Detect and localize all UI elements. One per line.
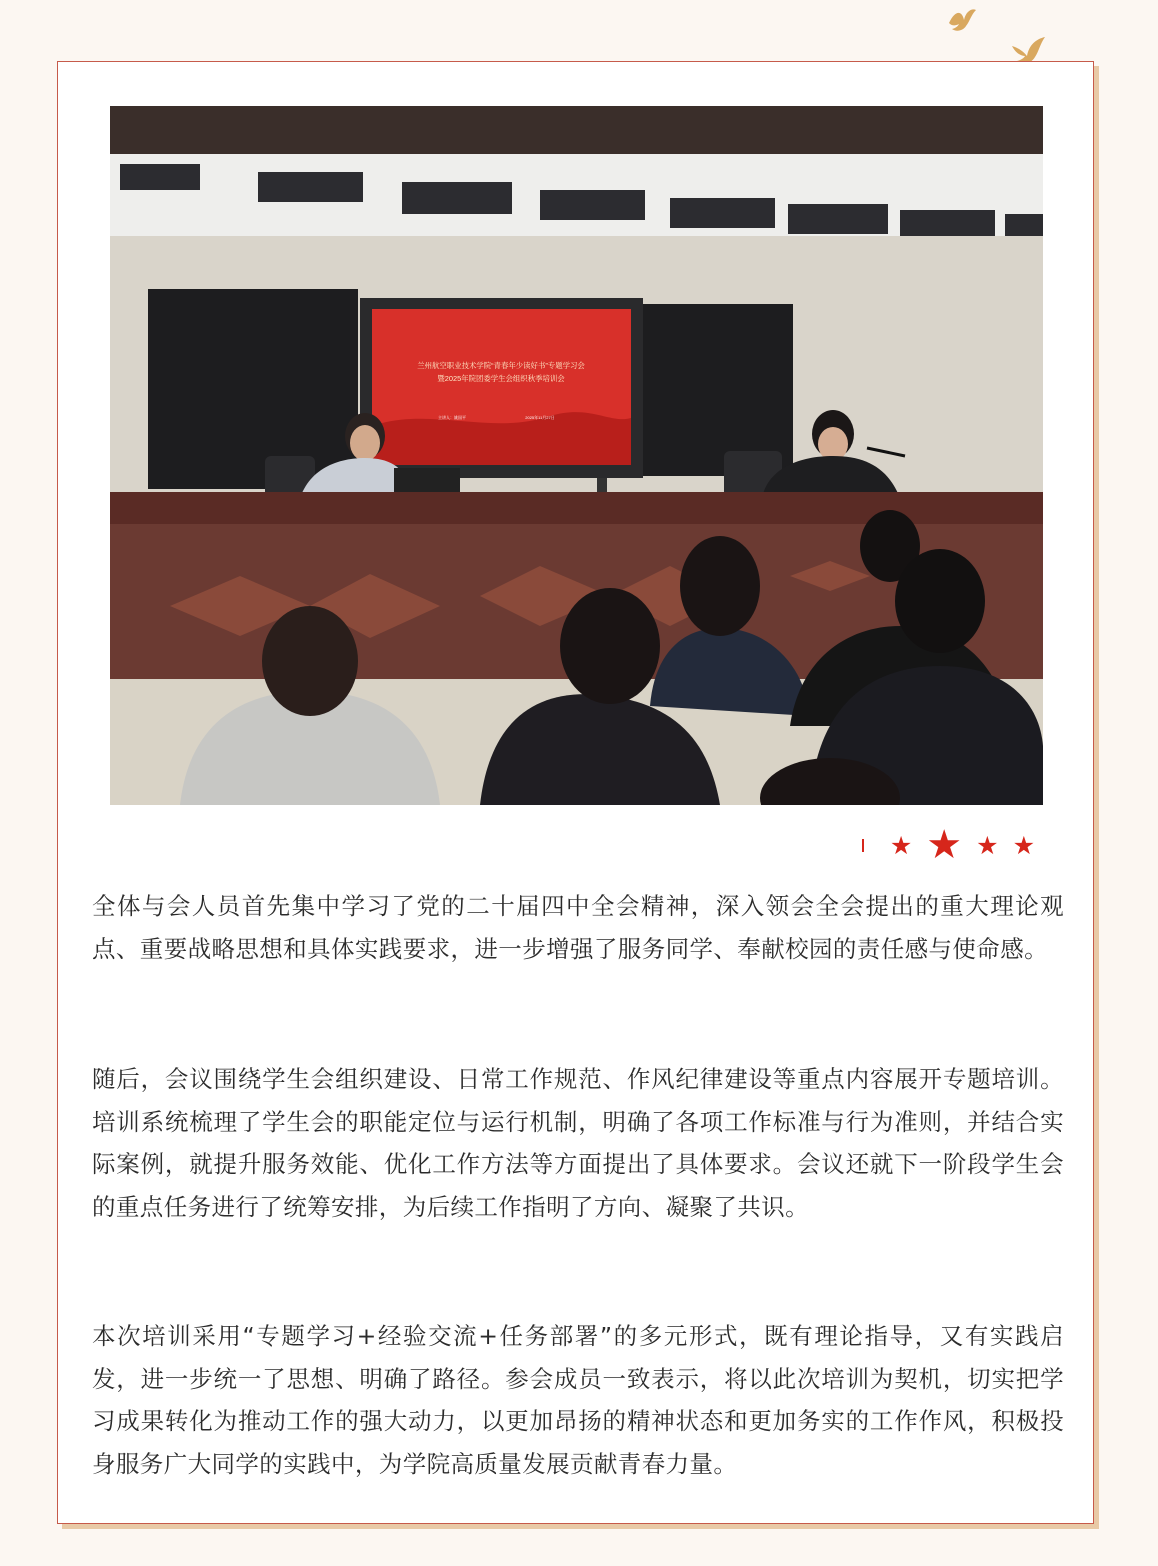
star-icon: ★ [1012,830,1035,860]
dove-icon [946,6,978,36]
star-icon: ★ [976,830,999,860]
meeting-photo [110,106,1043,805]
paragraph: 随后，会议围绕学生会组织建设、日常工作规范、作风纪律建设等重点内容展开专题培训。培训系统梳理了学生会的职能定位与运行机制，明确了各项工作标准与行为准则，并结合实际案例，就提升服务效能、优化工作方法等方面提出了具体要求。会议还就下一阶段学生会的重点任务进行了统筹安排，为后续工作指明了方向、凝聚了共识。 [92,1065,1064,1221]
paragraph: 本次培训采用“专题学习+经验交流+任务部署”的多元形式，既有理论指导，又有实践启发，进一步统一了思想、明确了路径。参会成员一致表示，将以此次培训为契机，切实把学习成果转化为推动工作的强大动力，以更加昂扬的精神状态和更加务实的工作作风，积极投身服务广大同学的实践中，为学院高质量发展贡献青春力量。 [92,1322,1064,1478]
screen-date: 2025年11月27日 [525,415,555,420]
article-card [57,61,1094,1524]
paragraph: 全体与会人员首先集中学习了党的二十届四中全会精神，深入领会全会提出的重大理论观点、重要战略思想和具体实践要求，进一步增强了服务同学、奉献校园的责任感与使命感。 [92,892,1064,963]
screen-title: 兰州航空职业技术学院“青春年少读好书”专题学习会 [417,361,585,370]
screen-host: 主讲人：姚国平 [438,415,466,420]
star-icon: ★ [926,822,963,868]
screen-subtitle: 暨2025年院团委学生会组织秋季培训会 [437,374,565,383]
star-divider [862,822,1035,868]
star-icon: ★ [889,830,913,860]
divider-tick [862,839,864,852]
